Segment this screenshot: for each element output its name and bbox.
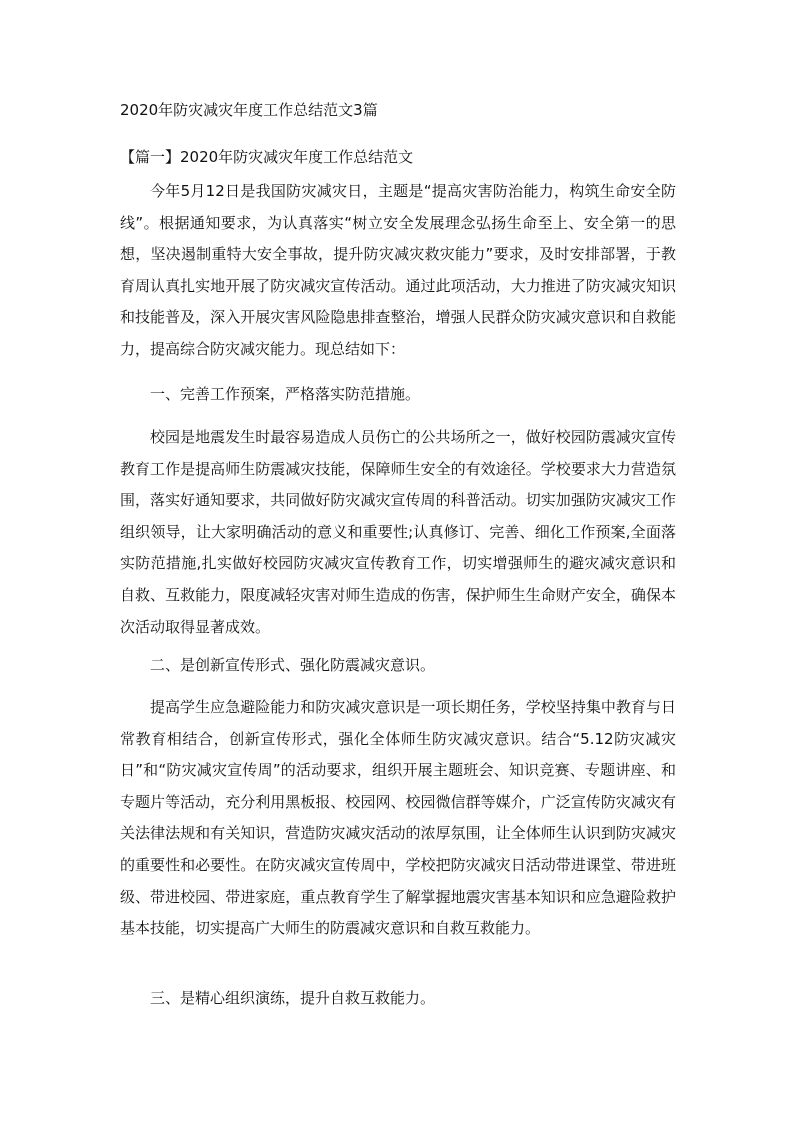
sub-heading-3: 三、是精心组织演练，提升自救互救能力。	[150, 989, 436, 1007]
section-heading: 【篇一】2020年防灾减灾年度工作总结范文	[120, 148, 414, 166]
body-paragraph-2: 提高学生应急避险能力和防灾减灾意识是一项长期任务，学校坚持集中教育与日常教育相结合，创新宣传形式，强化全体师生防灾减灾意识。结合“5.12防灾减灾日”和“防灾减灾宣传周”的活动要求，组织开展主题班会、知识竞赛、专题讲座、和专题片等活动，充分利用黑板报、校园网、校园微信群等媒介，广泛宣传防灾减灾有关法律法规和有关知识，营造防灾减灾活动的浓厚氛围，让全体师生认识到防灾减灾的重要性和必要性。在防灾减灾宣传周中，学校把防灾减灾日活动带进课堂、带进班级、带进校园、带进家庭，重点教育学生了解掌握地震灾害基本知识和应急避险救护基本技能，切实提高广大师生的防震减灾意识和自救互救能力。	[120, 698, 676, 938]
body-paragraph-1: 校园是地震发生时最容易造成人员伤亡的公共场所之一，做好校园防震减灾宣传教育工作是提高师生防震减灾技能，保障师生安全的有效途径。学校要求大力营造氛围，落实好通知要求，共同做好防灾减灾宣传周的科普活动。切实加强防灾减灾工作组织领导，让大家明确活动的意义和重要性;认真修订、完善、细化工作预案,全面落实防范措施,扎实做好校园防灾减灾宣传教育工作，切实增强师生的避灾减灾意识和自救、互救能力，限度减轻灾害对师生造成的伤害，保护师生生命财产安全，确保本次活动取得显著成效。	[120, 428, 676, 636]
sub-heading-2: 二、是创新宣传形式、强化防震减灾意识。	[150, 656, 436, 674]
sub-heading-1: 一、完善工作预案，严格落实防范措施。	[150, 385, 421, 403]
document-title: 2020年防灾减灾年度工作总结范文3篇	[120, 101, 378, 119]
intro-paragraph: 今年5月12日是我国防灾减灾日，主题是“提高灾害防治能力，构筑生命安全防线”。根据通知要求，为认真落实“树立安全发展理念弘扬生命至上、安全第一的思想，坚决遏制重特大安全事故，提升防灾减灾救灾能力”要求，及时安排部署，于教育周认真扎实地开展了防灾减灾宣传活动。通过此项活动，大力推进了防灾减灾知识和技能普及，深入开展灾害风险隐患排查整治，增强人民群众防灾减灾意识和自救能力，提高综合防灾减灾能力。现总结如下：	[120, 182, 676, 358]
